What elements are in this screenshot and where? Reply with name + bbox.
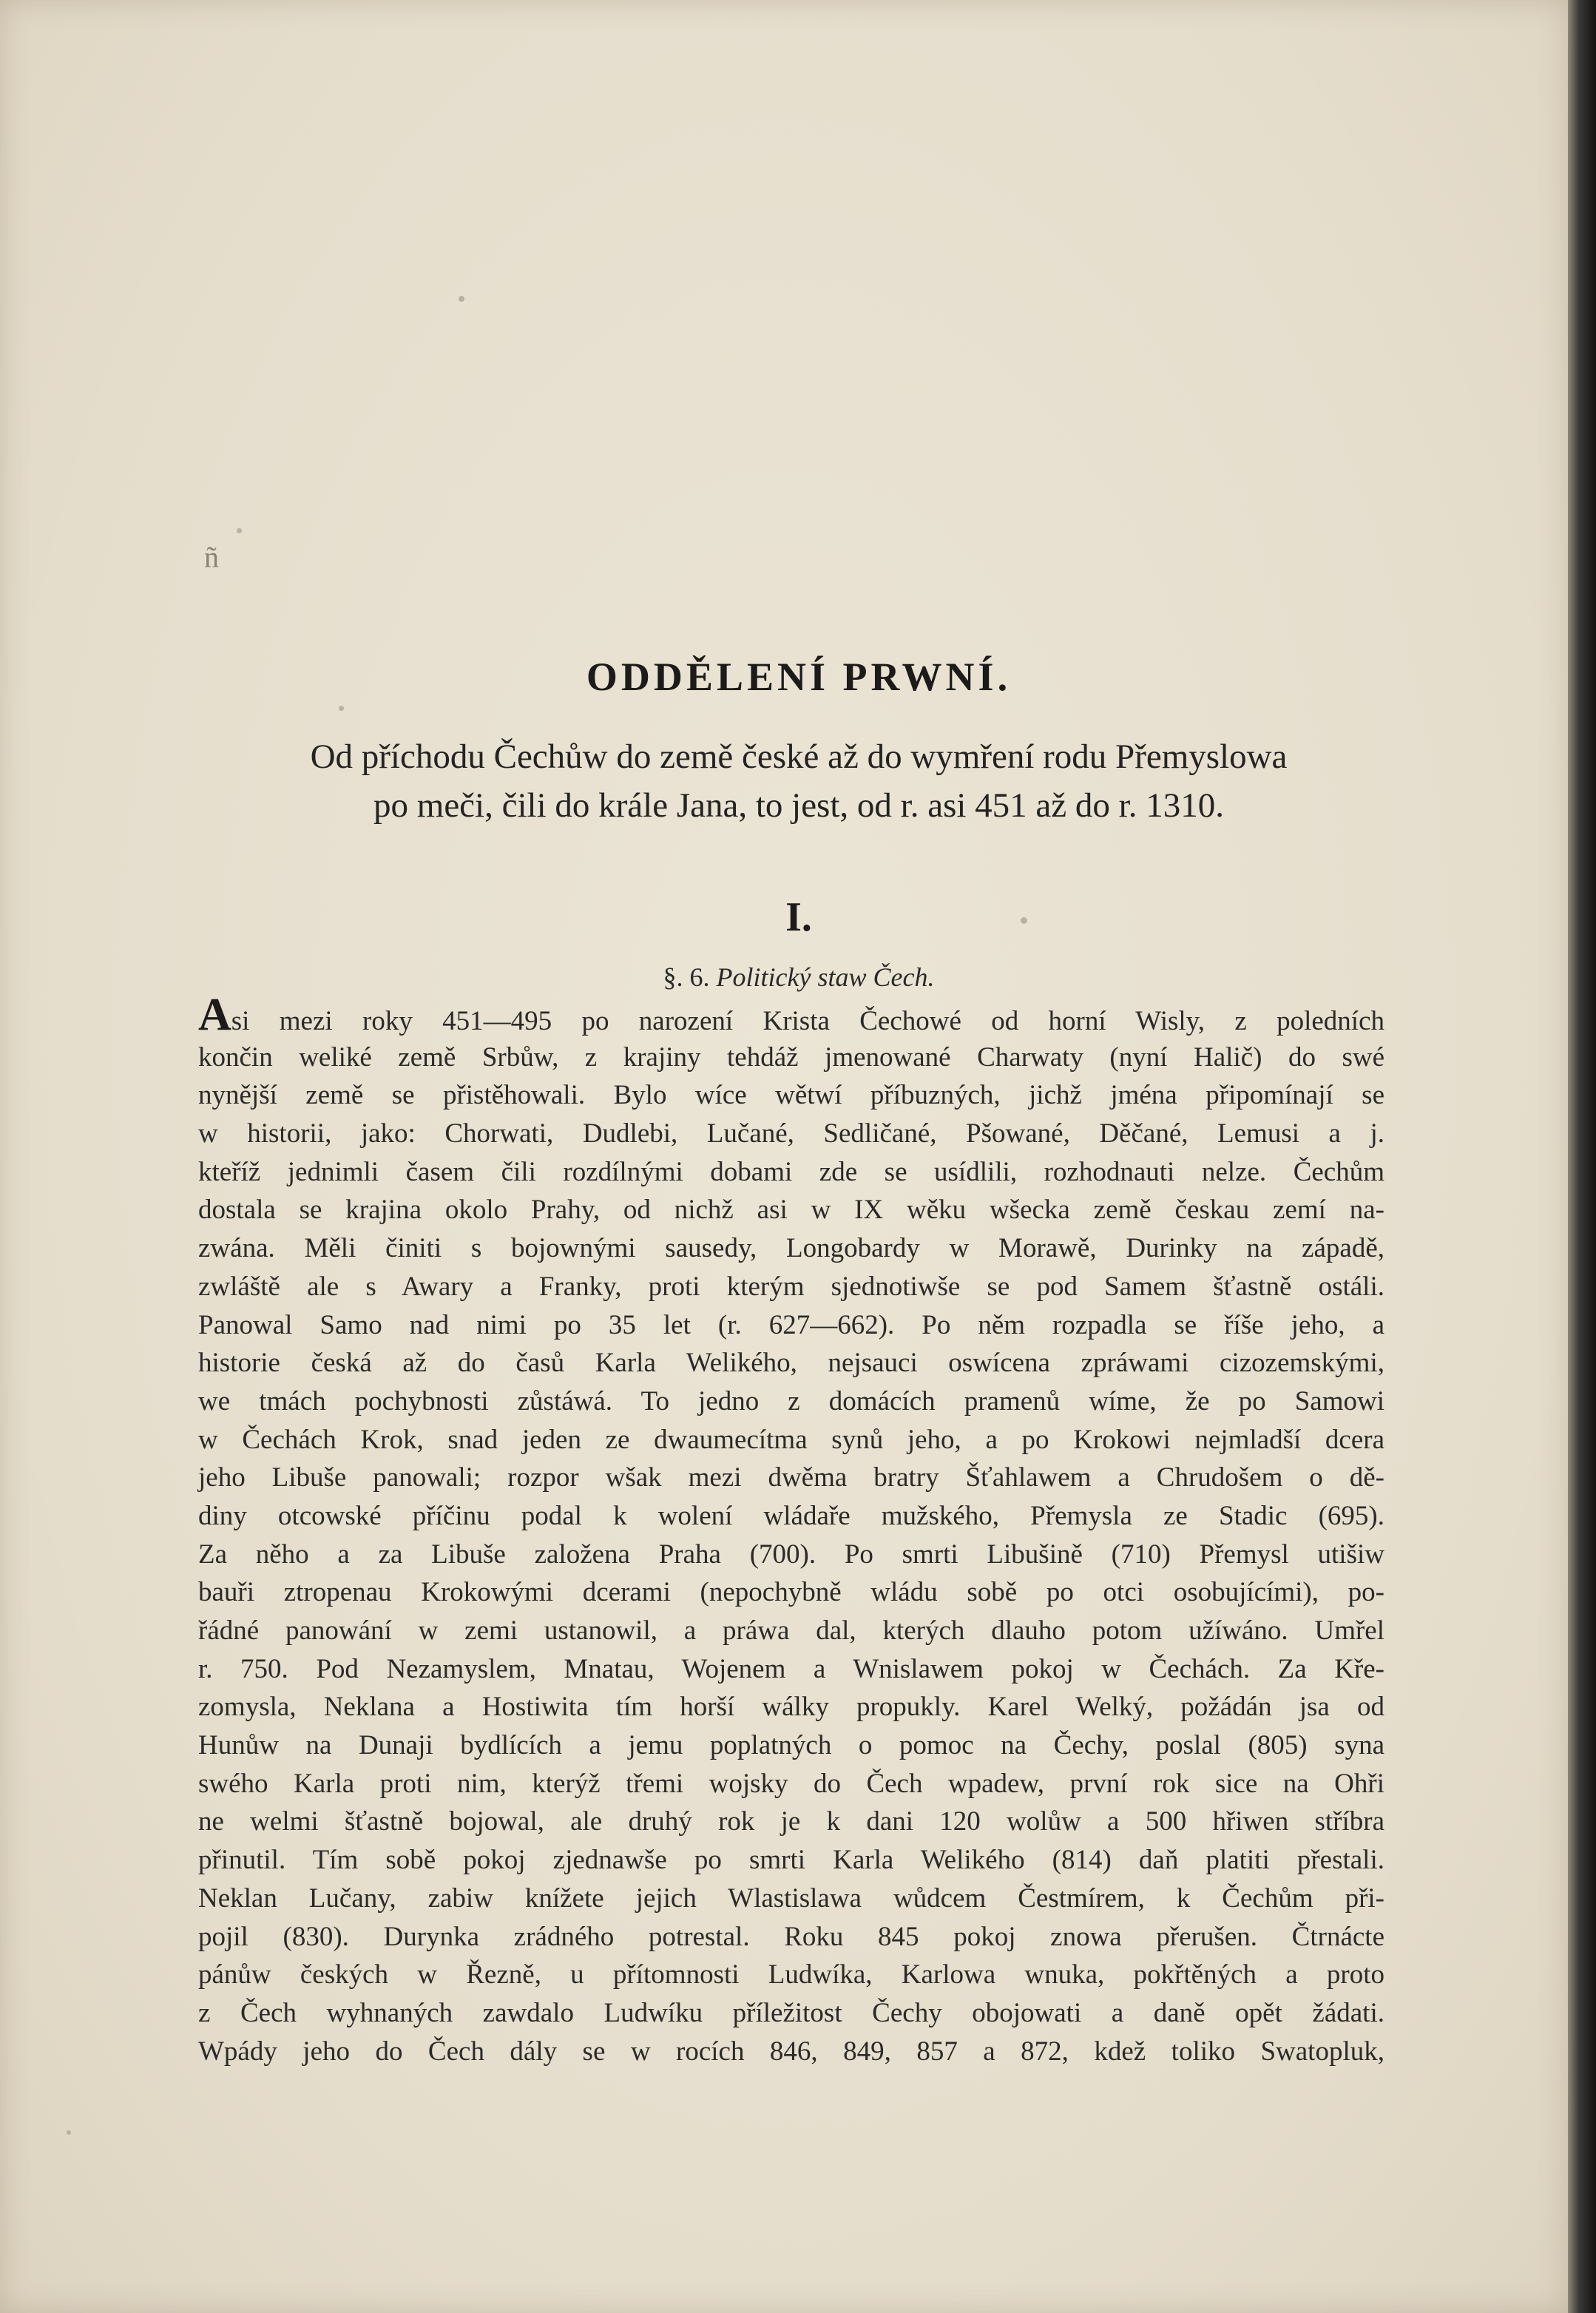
body-line-text: Panowal Samo nad nimi po 35 let (r. 627—662). Po něm rozpadla se říše jeho, a (198, 1309, 1384, 1340)
body-line-text: bauři ztropenau Krokowými dcerami (nepochybně wládu sobě po otci osobujícími), po- (198, 1577, 1384, 1608)
body-line (198, 1650, 1384, 1689)
body-line-text: w historii, jako: Chorwati, Dudlebi, Lučané, Sedličané, Pšowané, Děčané, Lemusi a j. (198, 1118, 1384, 1149)
body-line-text: zwána. Měli činiti s bojownými sausedy, Longobardy w Morawě, Durinky na západě, (198, 1233, 1384, 1264)
body-line-text: dostala se krajina okolo Prahy, od nichž asi w IX wěku wšecka země českau zemí na- (198, 1195, 1384, 1226)
section-number: §. 6. (663, 962, 710, 992)
body-line-text: Neklan Lučany, zabiw knížete jejich Wlastislawa wůdcem Čestmírem, k Čechům při- (198, 1883, 1384, 1914)
body-line (198, 2033, 1384, 2071)
part-number: I. (785, 894, 812, 940)
body-line-text: diny otcowské příčinu podal k wolení wládaře mužského, Přemysla ze Stadic (695). (198, 1500, 1384, 1531)
body-line-text: řádné panowání w zemi ustanowil, a práwa dal, kterých dlauho potom užíwáno. Umřel (198, 1615, 1384, 1646)
body-line-text: Hunůw na Dunaji bydlících a jemu poplatných o pomoc na Čechy, poslal (805) syna (198, 1730, 1384, 1761)
body-line (198, 1497, 1384, 1536)
body-line (198, 1573, 1384, 1612)
body-line (198, 990, 1384, 1040)
body-line-text: we tmách pochybnosti zůstáwá. To jedno z domácích pramenů wíme, že po Samowi (198, 1385, 1384, 1416)
body-line-text: historie česká až do časů Karla Welikého, nejsauci oswícena zpráwami cizozemskými, (198, 1348, 1384, 1379)
body-line (198, 1918, 1384, 1956)
body-line-text: w Čechách Krok, snad jeden ze dwaumecítma synů jeho, a po Krokowi nejmladší dcera (198, 1424, 1384, 1455)
body-line (198, 1956, 1384, 1994)
body-line-text: si mezi roky 451—495 po narození Krista Čechowé od horní Wisly, z poledních (231, 1006, 1384, 1036)
body-line (198, 1153, 1384, 1192)
subtitle (200, 732, 1398, 830)
body-line (198, 1306, 1384, 1345)
body-line (198, 1344, 1384, 1382)
page-heading: ODDĚLENÍ PRWNÍ. (586, 655, 1012, 699)
page-speck (1021, 917, 1027, 924)
body-line-text: končin weliké země Srbůw, z krajiny tehdáž jmenowané Charwaty (nyní Halič) do swé (198, 1041, 1384, 1073)
body-line-text: kteříž jednimli časem čili rozdílnými dobami zde se usídlili, rozhodnauti nelze. Čechům (198, 1156, 1384, 1187)
body-line (198, 1459, 1384, 1497)
body-line (198, 1803, 1384, 1841)
body-line (198, 1229, 1384, 1268)
page-speck (459, 296, 464, 302)
body-line (198, 1115, 1384, 1153)
subtitle-line: Od příchodu Čechůw do země české až do wymření rodu Přemyslowa (310, 737, 1288, 776)
margin-mark: ñ (204, 541, 219, 574)
body-line-text: zwláště ale s Awary a Franky, proti kterým sjednotiwše se pod Samem šťastně ostáli. (198, 1271, 1384, 1302)
body-line-text: z Čech wyhnaných zawdalo Ludwíku příležitost Čechy obojowati a daně opět žádati. (198, 1997, 1384, 2028)
body-line (198, 1688, 1384, 1726)
body-line-text: nynější země se přistěhowali. Bylo wíce wětwí příbuzných, jichž jména připomínají se (198, 1080, 1384, 1111)
body-line-text: Wpády jeho do Čech dály se w rocích 846, 849, 857 a 872, kdež toliko Swatopluk, (198, 2036, 1384, 2067)
body-line (198, 1880, 1384, 1918)
body-line (198, 1268, 1384, 1306)
body-line (198, 1994, 1384, 2033)
body-line (198, 1612, 1384, 1650)
body-line-text: pánůw českých w Řezně, u přítomnosti Ludwíka, Karlowa wnuka, pokřtěných a proto (198, 1959, 1384, 1990)
body-line-text: r. 750. Pod Nezamyslem, Mnatau, Wojenem a Wnislawem pokoj w Čechách. Za Kře- (198, 1653, 1384, 1684)
page-speck (237, 528, 242, 533)
body-line-text: přinutil. Tím sobě pokoj zjednawše po smrti Karla Welikého (814) daň platiti přestali. (198, 1845, 1384, 1876)
body-line (198, 1536, 1384, 1574)
drop-cap: A (198, 990, 231, 1040)
body-line (198, 1382, 1384, 1421)
body-line (198, 1191, 1384, 1229)
body-line-text: swého Karla proti nim, kterýž třemi wojsky do Čech wpadew, první rok sice na Ohři (198, 1768, 1384, 1799)
body-line (198, 1841, 1384, 1880)
book-spine (1568, 0, 1596, 2313)
body-line (198, 1076, 1384, 1115)
body-line (198, 1726, 1384, 1765)
body-line-text: pojil (830). Durynka zrádného potrestal. Roku 845 pokoj znowa přerušen. Čtrnácte (198, 1921, 1384, 1952)
body-line-text: Za něho a za Libuše založena Praha (700). Po smrti Libušině (710) Přemysl utišiw (198, 1539, 1384, 1570)
page-speck (339, 706, 344, 711)
body-line (198, 1421, 1384, 1459)
page-speck (67, 2130, 71, 2135)
body-line (198, 1765, 1384, 1803)
body-line-text: zomysla, Neklana a Hostiwita tím horší wálky propukly. Karel Welký, požádán jsa od (198, 1692, 1384, 1723)
body-text (198, 990, 1384, 2070)
body-line-text: ne welmi šťastně bojowal, ale druhý rok je k dani 120 wolůw a 500 hřiwen stříbra (198, 1806, 1384, 1837)
body-line (198, 1039, 1384, 1077)
section-heading (0, 962, 1596, 993)
subtitle-line: po meči, čili do krále Jana, to jest, od r. asi 451 až do r. 1310. (373, 786, 1224, 825)
body-line-text: jeho Libuše panowali; rozpor wšak mezi dwěma bratry Šťahlawem a Chrudošem o dě- (198, 1462, 1384, 1493)
section-title: Politický staw Čech. (716, 962, 935, 992)
